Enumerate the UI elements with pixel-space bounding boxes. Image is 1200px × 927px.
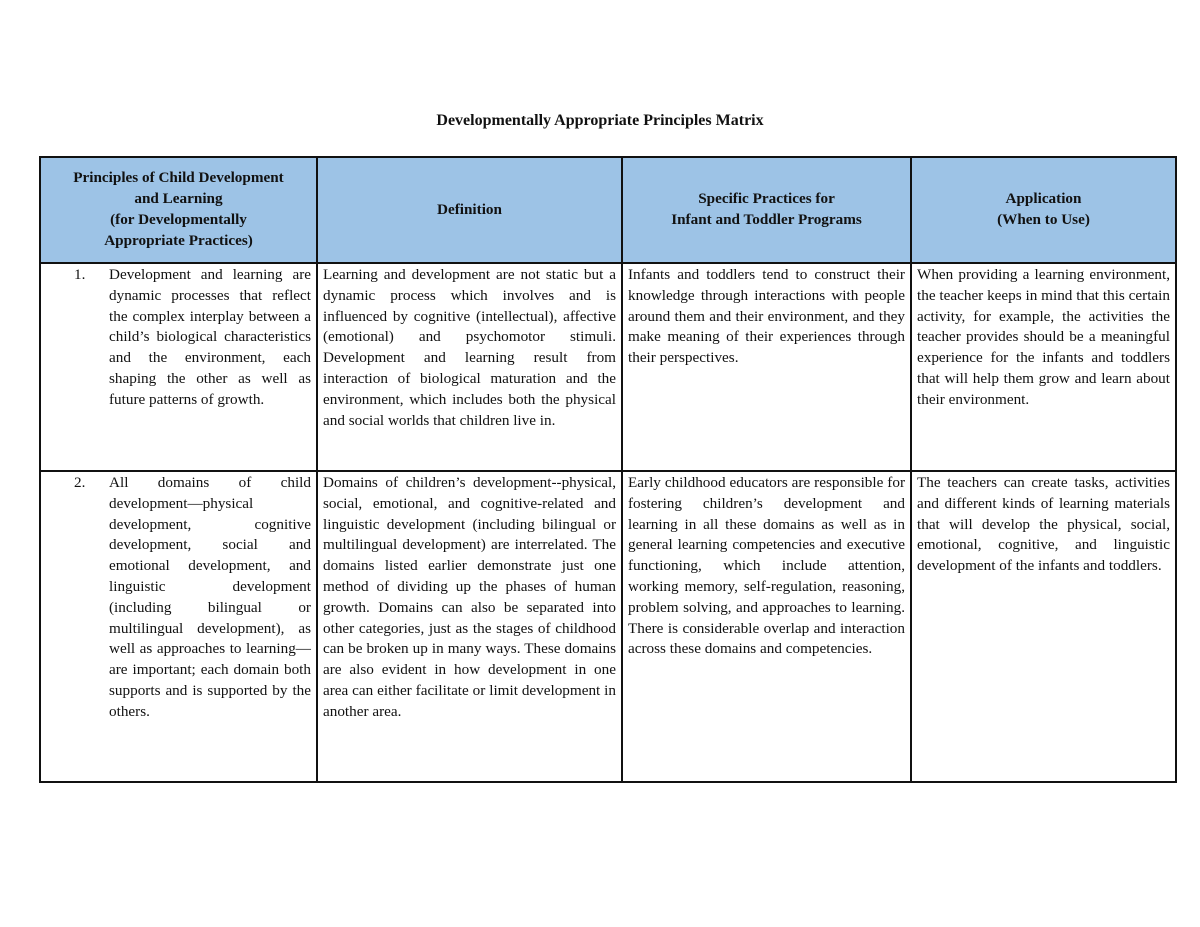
header-line: (for Developmentally bbox=[110, 211, 247, 228]
table-row bbox=[40, 263, 1176, 471]
header-application bbox=[911, 157, 1176, 263]
practices-cell: Infants and toddlers tend to construct their knowledge through interactions with people around them and their environment, and they make meaning of their experiences through their perspectives. bbox=[622, 263, 911, 471]
principle-cell bbox=[40, 471, 317, 782]
application-cell: When providing a learning environment, the teacher keeps in mind that this certain activity, for example, the activities the teacher provides should be a meaningful experience for the infants and toddlers that will help them grow and learn about their environment. bbox=[911, 263, 1176, 471]
table-row bbox=[40, 471, 1176, 782]
header-line: Specific Practices for bbox=[698, 190, 835, 208]
principle-text: Development and learning are dynamic processes that reflect the complex interplay between a child’s biological characteristics and the environment, each shaping the other as well as future patterns of growth. bbox=[109, 266, 311, 408]
table-header-row bbox=[40, 157, 1176, 263]
header-line: Infant and Toddler Programs bbox=[671, 211, 862, 228]
header-line: Principles of Child Development bbox=[73, 169, 284, 187]
header-principles bbox=[40, 157, 317, 263]
header-line: and Learning bbox=[134, 190, 223, 208]
header-specific-practices bbox=[622, 157, 911, 263]
header-line: Application bbox=[1005, 190, 1082, 208]
header-line: Appropriate Practices) bbox=[104, 231, 253, 249]
header-line: (When to Use) bbox=[997, 211, 1090, 228]
definition-cell: Domains of children’s development--physical, social, emotional, and cognitive-related and linguistic development (including bilingual or multilingual development) are interrelated. The domains listed earlier demonstrate just one method of dividing up the phases of human growth. Domains can also be separated into other categories, just as the stages of childhood can be broken up in many ways. These domains are also evident in how development in one area can either facilitate or limit development in another area. bbox=[317, 471, 622, 782]
principle-number: 1. bbox=[74, 266, 86, 283]
practices-cell: Early childhood educators are responsible for fostering children’s development and learning in all these domains as well as in general learning competencies and executive functioning, which include attention, working memory, self-regulation, reasoning, problem solving, and approaches to learning. There is considerable overlap and interaction across these domains and competencies. bbox=[622, 471, 911, 782]
principle-text: All domains of child development—physical development, cognitive development, social and emotional development, and linguistic development (including bilingual or multilingual development), as well as approaches to learning—are important; each domain both supports and is supported by the others. bbox=[109, 474, 311, 720]
principle-number: 2. bbox=[74, 474, 86, 491]
principle-cell bbox=[40, 263, 317, 471]
header-definition bbox=[317, 157, 622, 263]
document-title: Developmentally Appropriate Principles Matrix bbox=[436, 112, 764, 129]
definition-cell: Learning and development are not static but a dynamic process which involves and is influenced by cognitive (intellectual), affective (emotional) and psychomotor stimuli. Development and learning result from interaction of biological maturation and the environment, which includes both the physical and social worlds that children live in. bbox=[317, 263, 622, 471]
header-line: Definition bbox=[437, 200, 502, 218]
principles-matrix-table bbox=[39, 156, 1177, 783]
application-cell: The teachers can create tasks, activities and different kinds of learning materials that will develop the physical, social, emotional, cognitive, and linguistic development of the infants and toddlers. bbox=[911, 471, 1176, 782]
